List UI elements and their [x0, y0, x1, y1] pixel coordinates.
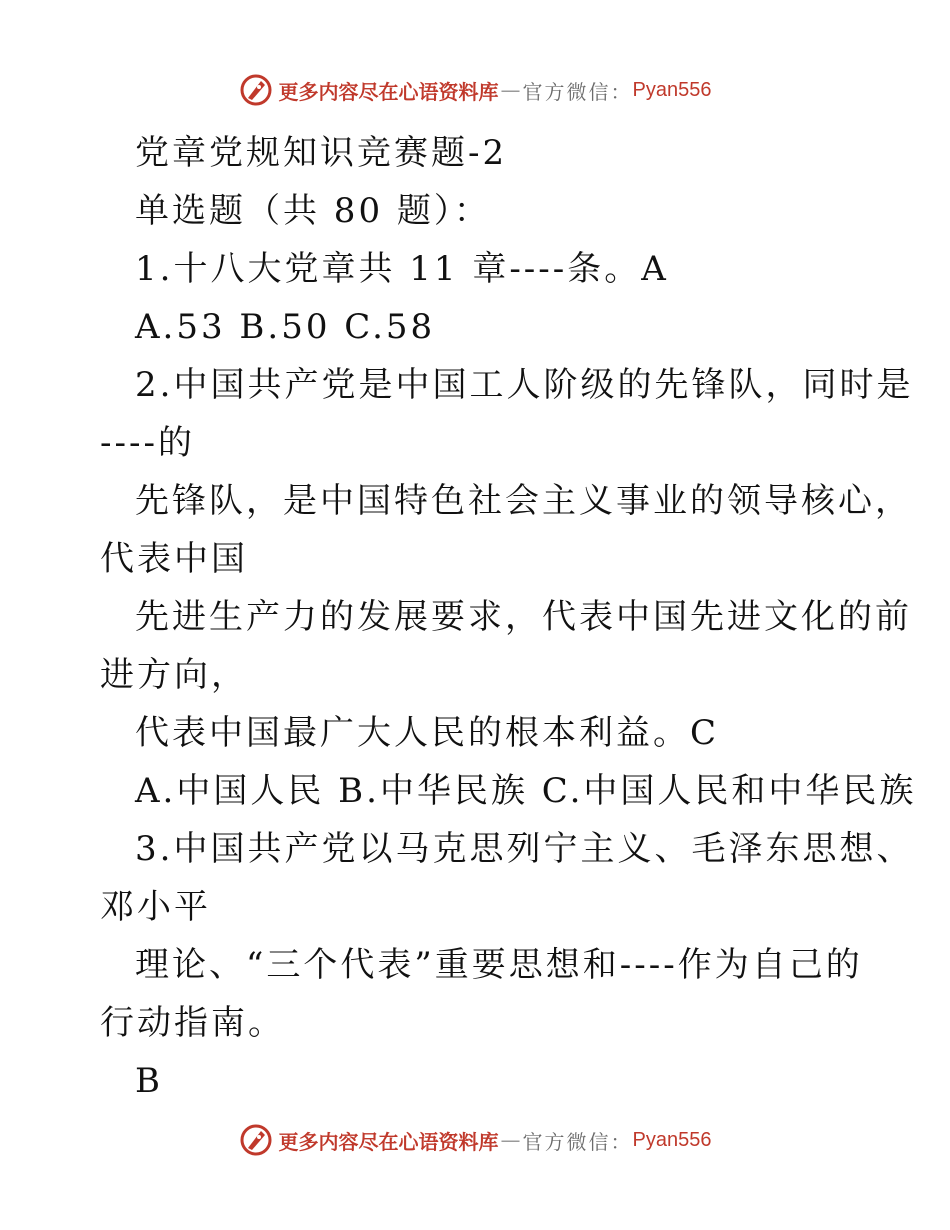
pen-nib-logo-icon [239, 73, 273, 107]
question-line-continued: ----的 [100, 423, 195, 463]
watermark-wechat-label: 官方微信： [522, 79, 633, 104]
question-line-continued: 代表中国 [100, 539, 248, 579]
question-line-continued: 进方向， [100, 655, 248, 695]
question-line-continued: 行动指南。 [100, 1003, 285, 1043]
watermark-banner-top [0, 70, 950, 110]
question-line: 先锋队，是中国特色社会主义事业的领导核心， [135, 481, 912, 521]
watermark-slogan: 更多内容尽在心语资料库 [278, 79, 499, 104]
question-line: 1.十八大党章共 11 章----条。A [135, 249, 669, 289]
options-line: A.中国人民 B.中华民族 C.中国人民和中华民族 [135, 771, 917, 811]
options-line: A.53 B.50 C.58 [135, 307, 436, 347]
document-title: 党章党规知识竞赛题-2 [135, 133, 508, 173]
section-heading: 单选题（共 80 题）： [135, 191, 491, 231]
watermark-wechat-label: 官方微信： [522, 1129, 633, 1154]
watermark-banner-bottom [0, 1120, 950, 1160]
question-line: 先进生产力的发展要求，代表中国先进文化的前 [135, 597, 912, 637]
answer-line: B [135, 1061, 163, 1101]
watermark-wechat-id: Pyan556 [632, 1128, 712, 1151]
question-line: 3.中国共产党以马克思列宁主义、毛泽东思想、 [135, 829, 914, 869]
question-line: 代表中国最广大人民的根本利益。C [135, 713, 720, 753]
question-line-continued: 邓小平 [100, 887, 211, 927]
watermark-dash: — [500, 78, 521, 102]
question-line: 2.中国共产党是中国工人阶级的先锋队，同时是 [135, 365, 914, 405]
watermark-wechat-id: Pyan556 [632, 78, 712, 101]
pen-nib-logo-icon [239, 1123, 273, 1157]
watermark-slogan: 更多内容尽在心语资料库 [278, 1129, 499, 1154]
watermark-dash: — [500, 1128, 521, 1152]
question-line: 理论、“三个代表”重要思想和----作为自己的 [135, 945, 863, 985]
